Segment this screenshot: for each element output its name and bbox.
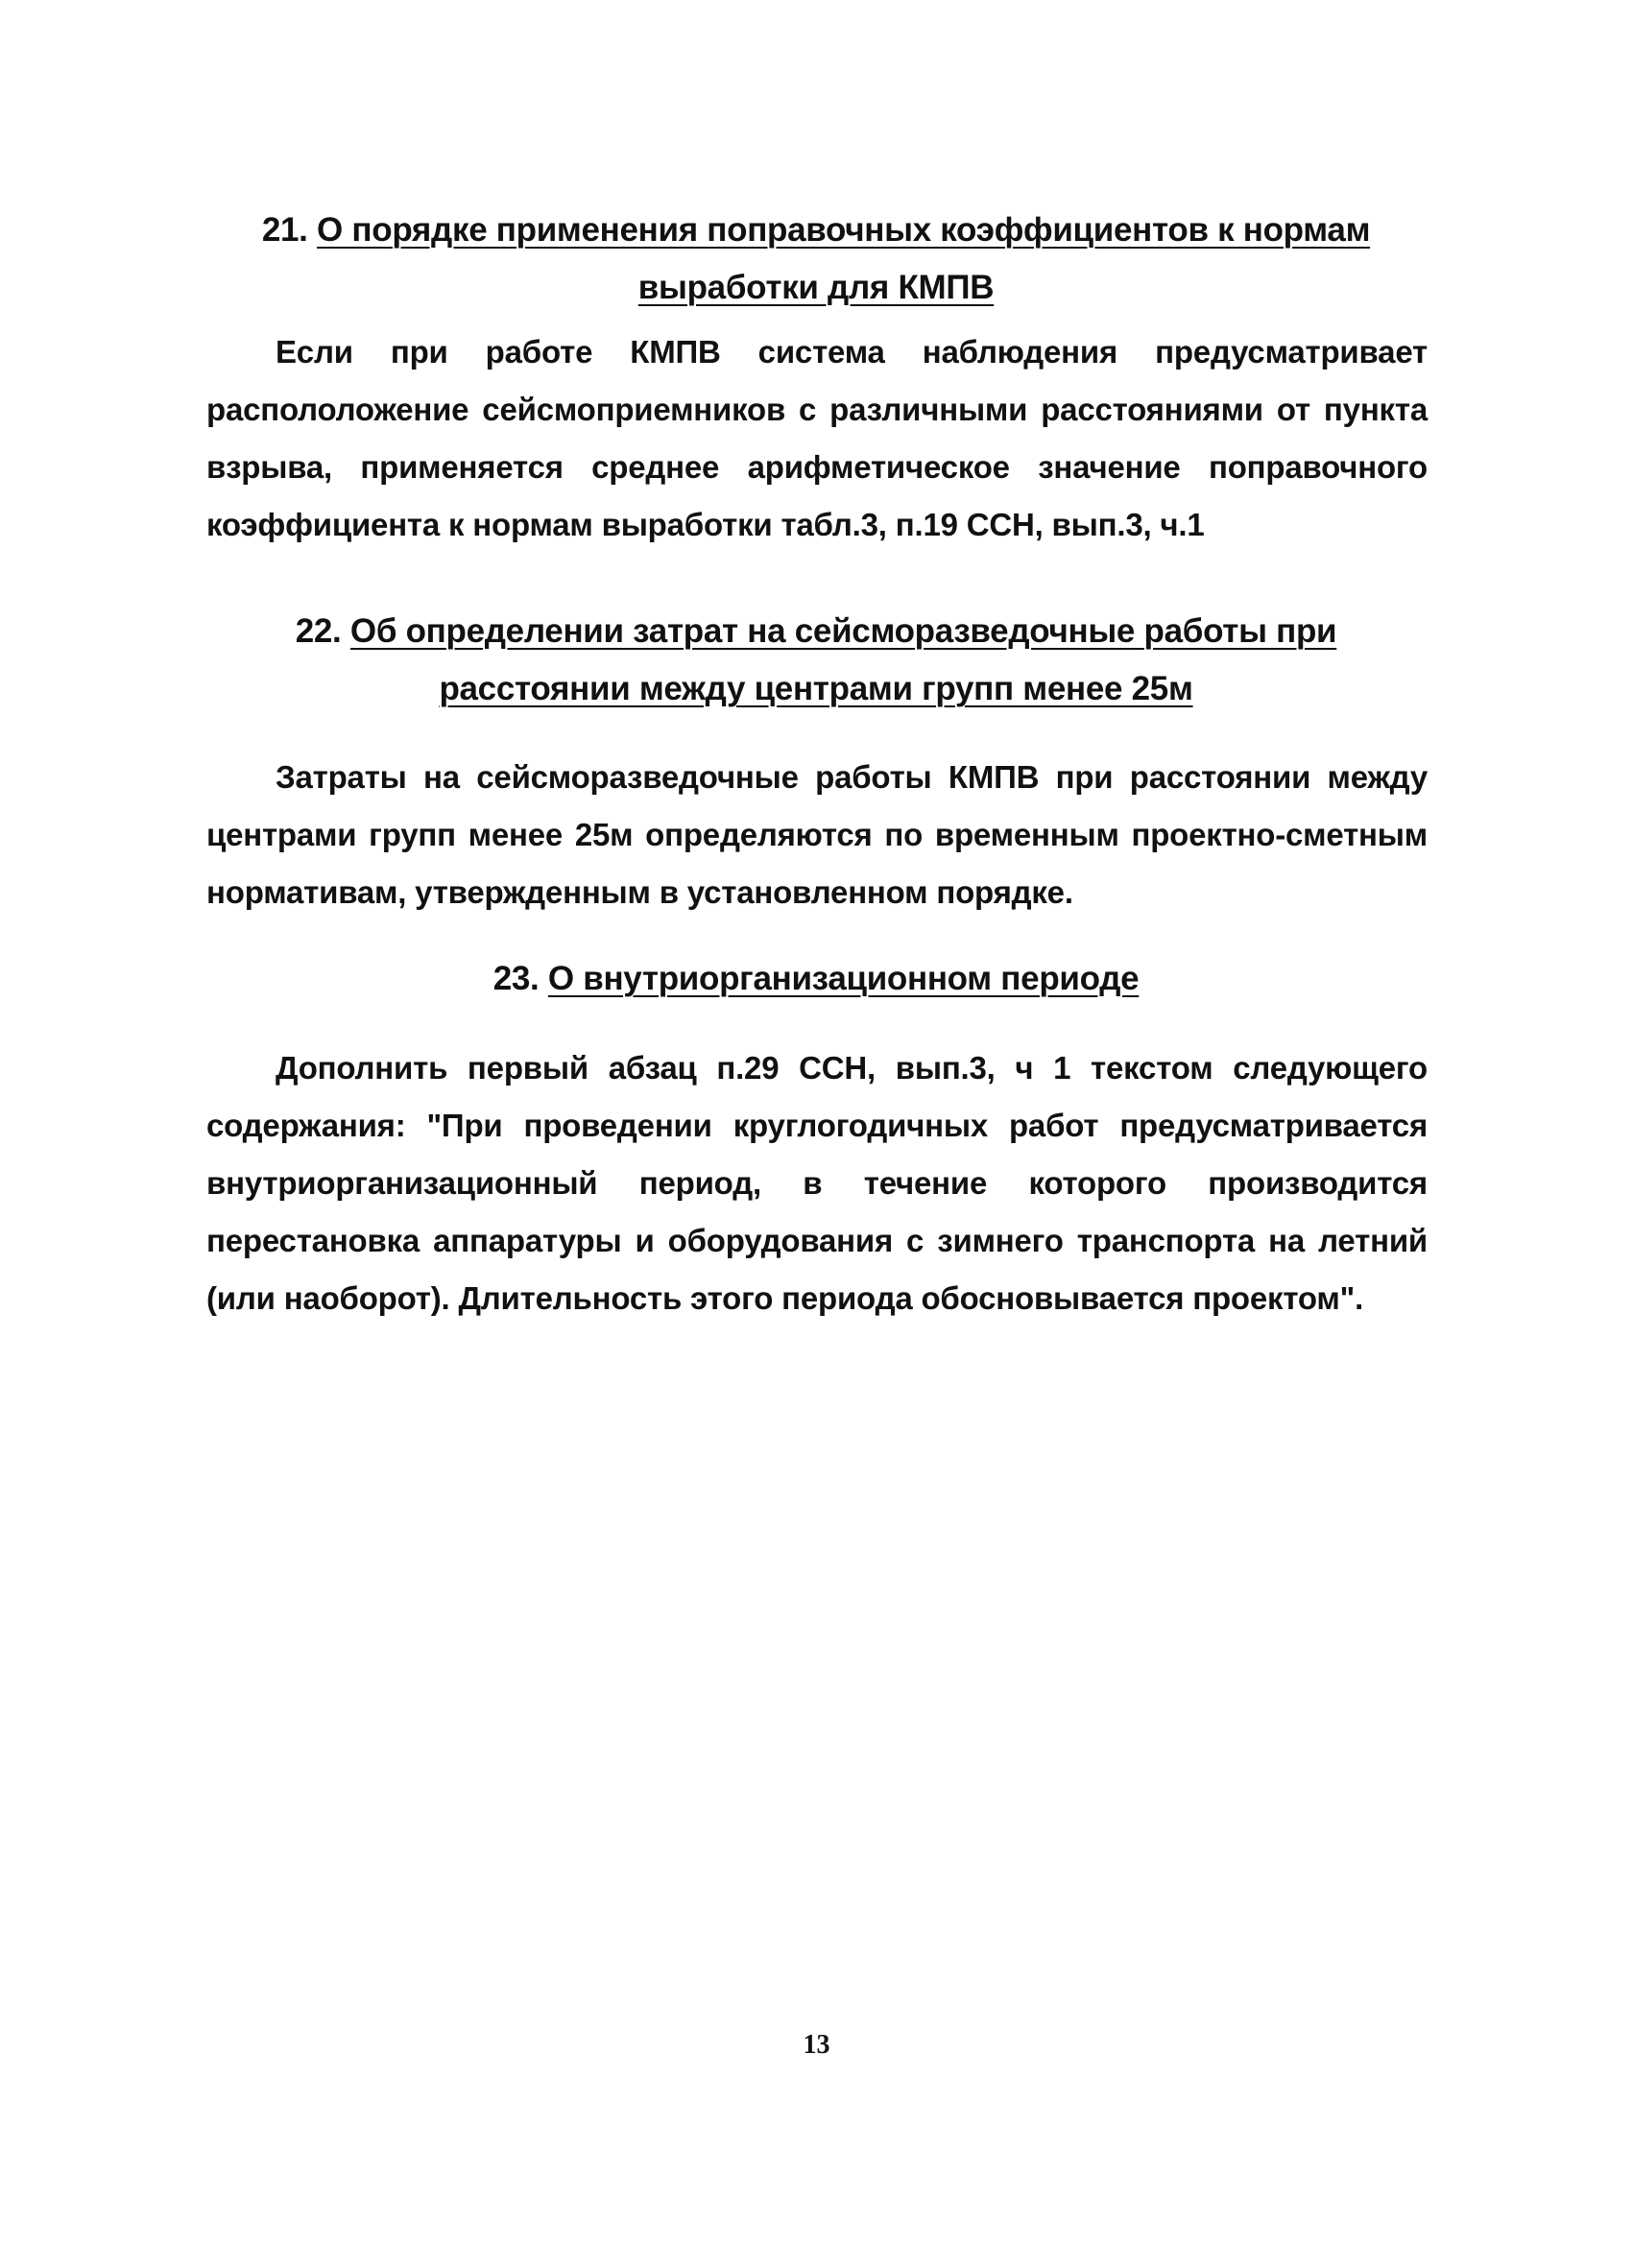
section-22-heading: [192, 603, 1440, 718]
section-21-title-line1: О порядке применения поправочных коэффициентов к нормам: [317, 211, 1371, 249]
section-21-number: 21.: [261, 211, 308, 249]
section-23-title-line1: О внутриорганизационном периоде: [547, 960, 1140, 997]
section-21-title-line2: выработки для КМПВ: [637, 269, 995, 306]
section-21-paragraph: Если при работе КМПВ система наблюдения предусматривает распололожение сейсмоприемников с различными расстояниями от пункта взрыва, применяется среднее арифметическое значение поправочного коэффициента к нормам выработки табл.3, п.19 ССН, вып.3, ч.1: [206, 334, 1428, 542]
section-22-title-line1: Об определении затрат на сейсморазведочные работы при: [349, 612, 1337, 650]
section-22-heading-line2: [192, 660, 1440, 718]
section-23-heading-line1: [192, 950, 1440, 1008]
section-21-heading: [192, 202, 1440, 317]
section-21-heading-line2: [192, 259, 1440, 317]
page-number: 13: [803, 2030, 830, 2060]
section-22-title-line2: расстоянии между центрами групп менее 25м: [439, 670, 1193, 707]
section-23-paragraph: Дополнить первый абзац п.29 ССН, вып.3, ч 1 текстом следующего содержания: "При проведении круглогодичных работ предусматривается внутриорганизационный период, в течение которого производится перестановка аппаратуры и оборудования с зимнего транспорта на летний (или наоборот). Длительность этого периода обосновывается проектом".: [206, 1050, 1428, 1316]
section-22-paragraph: Затраты на сейсморазведочные работы КМПВ при расстоянии между центрами групп менее 25м определяются по временным проектно-сметным нормативам, утвержденным в установленном порядке.: [206, 759, 1428, 910]
section-21-heading-line1: [192, 202, 1440, 259]
section-22-number: 22.: [295, 612, 342, 650]
section-23-number: 23.: [492, 960, 540, 997]
section-22-heading-line1: [192, 603, 1440, 660]
section-23-heading: [192, 950, 1440, 1008]
